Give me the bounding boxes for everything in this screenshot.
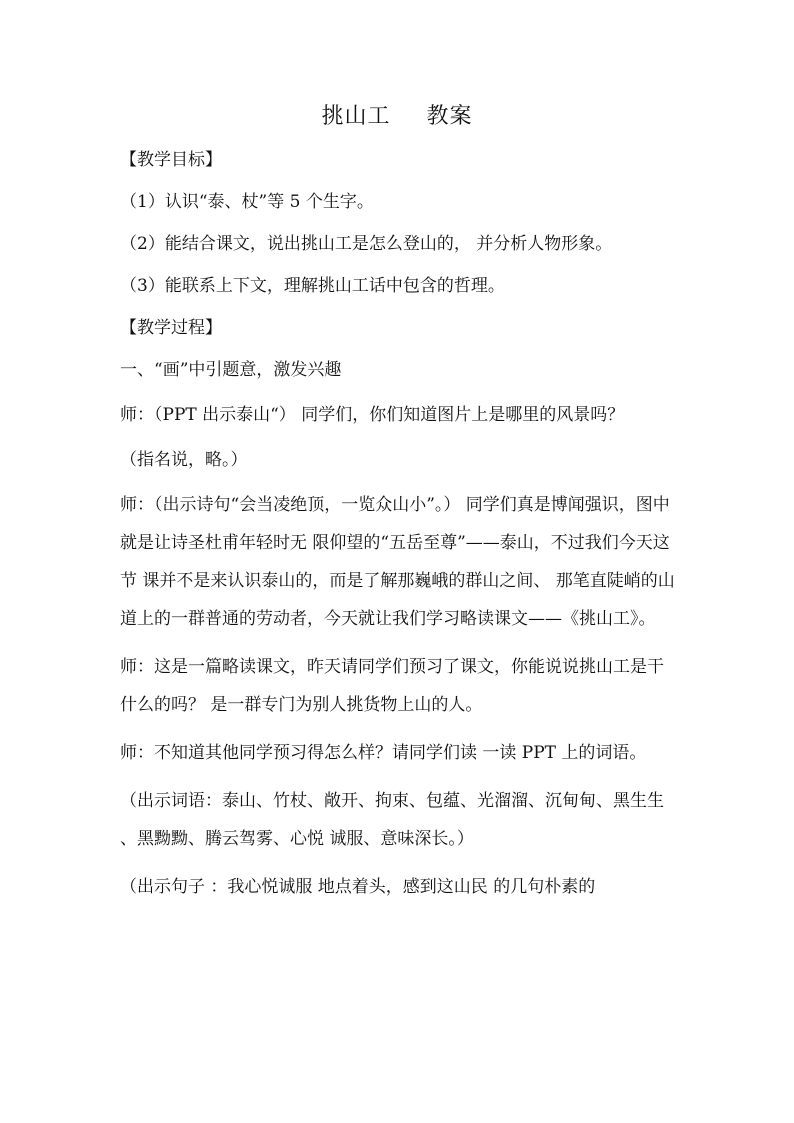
title-part-2: 教案 bbox=[426, 104, 473, 129]
paragraph: （指名说，略。） bbox=[120, 450, 248, 470]
goal-item: （2）能结合课文，说出挑山工是怎么登山的， 并分析人物形象。 bbox=[120, 234, 613, 254]
paragraph: 师：（出示诗句“会当凌绝顶，一览众山小”。） 同学们真是博闻强识，图中就是让诗圣杜甫年轻时无 限仰望的“五岳至尊”——泰山，不过我们今天这节 课并不是来认识泰山的，而是了解那巍峨的群山之间、 那笔直陡峭的山道上的一群普通的劳动者，今天就让我们学习略读课文——《挑山工》。 bbox=[120, 495, 675, 629]
page-title bbox=[0, 100, 794, 134]
paragraph: （出示句子 ：我心悦诚服 地点着头，感到这山民 的几句朴素的 bbox=[120, 877, 596, 897]
goal-item: （1）认识“泰、杖”等 5 个生字。 bbox=[120, 192, 374, 212]
paragraph: （出示词语：泰山、竹杖、敞开、拘束、包蕴、光溜溜、沉甸甸、黑生生 、黑黝黝、腾云驾雾、心悦 诚服、意味深长。） bbox=[120, 791, 664, 849]
paragraph: 师：（PPT 出示泰山“） 同学们，你们知道图片上是哪里的风景吗？ bbox=[120, 405, 625, 425]
paragraph: 师：这是一篇略读课文，昨天请同学们预习了课文，你能说说挑山工是干什么的吗？ 是一群专门为别人挑货物上山的人。 bbox=[120, 657, 664, 715]
document-body bbox=[120, 144, 680, 916]
process-heading: 【教学过程】 bbox=[120, 318, 222, 338]
paragraph: 师：不知道其他同学预习得怎么样？请同学们读 一读 PPT 上的词语。 bbox=[120, 743, 647, 763]
part-one-heading: 一、“画”中引题意，激发兴趣 bbox=[120, 360, 342, 380]
title-part-1: 挑山工 bbox=[321, 104, 391, 129]
goal-item: （3）能联系上下文，理解挑山工话中包含的哲理。 bbox=[120, 276, 505, 296]
goals-heading: 【教学目标】 bbox=[120, 150, 222, 170]
